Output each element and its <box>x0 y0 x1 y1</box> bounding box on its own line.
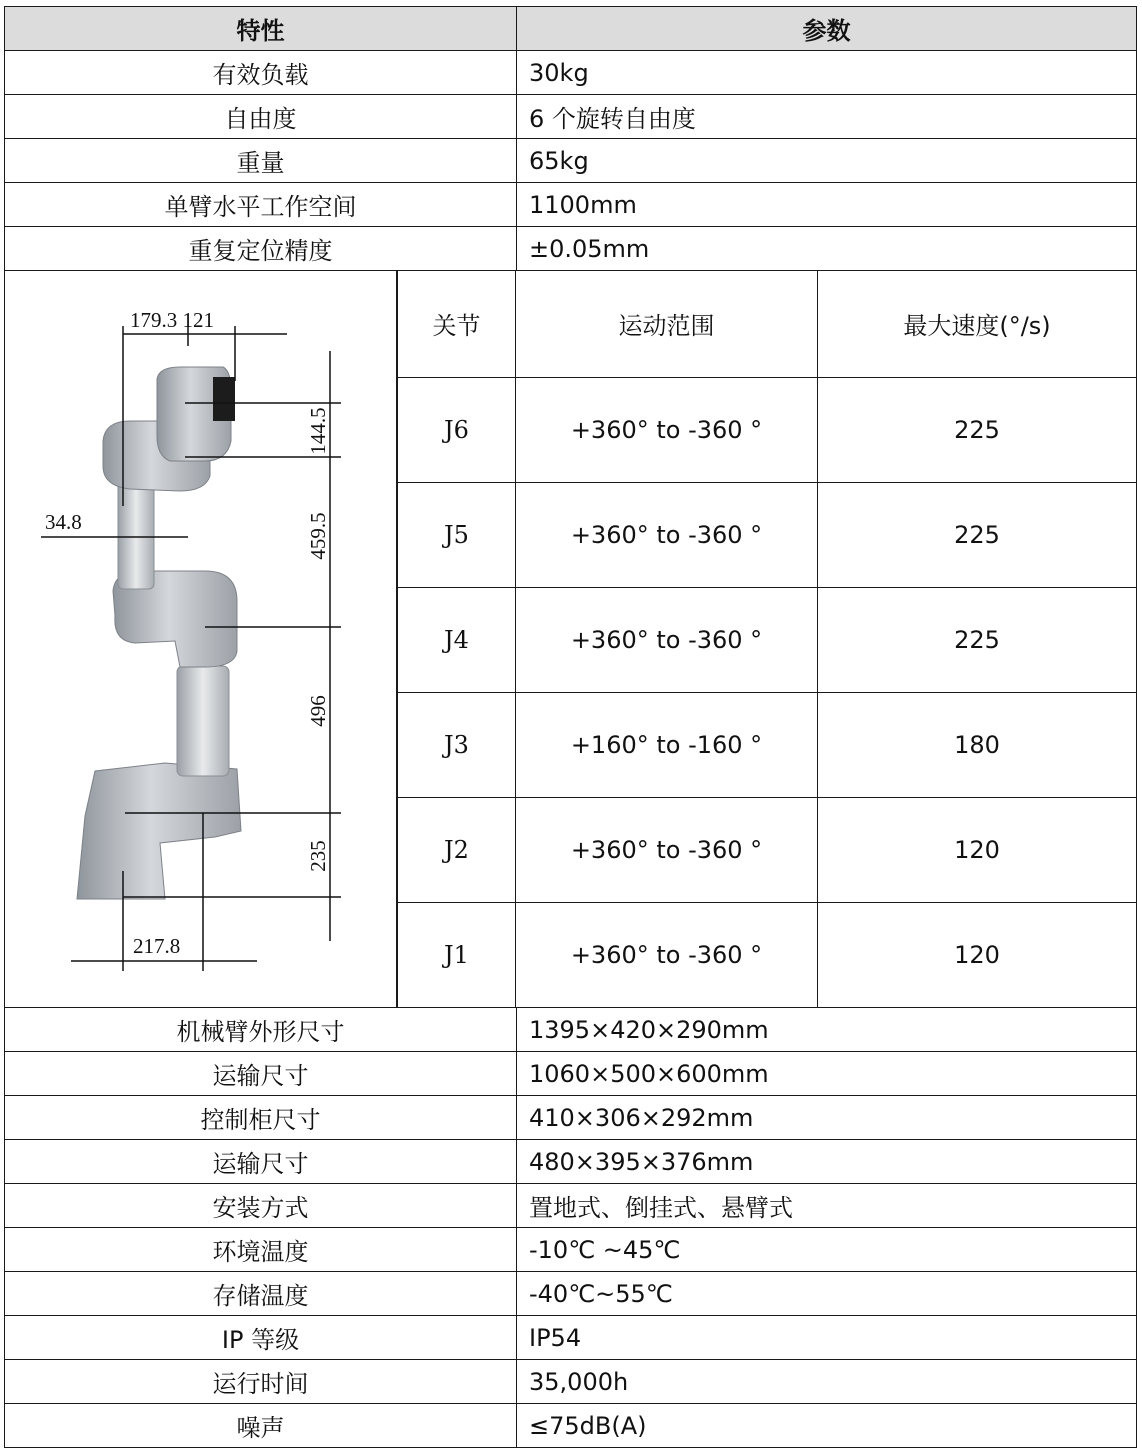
range-header: 运动范围 <box>516 271 818 377</box>
joint-row <box>398 692 1137 797</box>
spec-value: 480×395×376mm <box>517 1140 1137 1184</box>
joint-name: J1 <box>398 902 516 1007</box>
spec-label: 噪声 <box>5 1404 517 1448</box>
spec-row <box>5 1184 1137 1228</box>
speed-header: 最大速度(°/s) <box>818 271 1137 377</box>
spec-value: 6 个旋转自由度 <box>517 95 1137 139</box>
joint-range: +360° to -360 ° <box>516 902 818 1007</box>
joint-row <box>398 587 1137 692</box>
joint-table-cell <box>397 271 1137 1008</box>
spec-row <box>5 1052 1137 1096</box>
joint-range: +360° to -360 ° <box>516 797 818 902</box>
joint-row <box>398 797 1137 902</box>
joint-speed: 120 <box>818 902 1137 1007</box>
spec-row <box>5 183 1137 227</box>
joint-speed: 225 <box>818 587 1137 692</box>
spec-value: ≤75dB(A) <box>517 1404 1137 1448</box>
joint-speed: 180 <box>818 692 1137 797</box>
spec-label: 控制柜尺寸 <box>5 1096 517 1140</box>
spec-row <box>5 1272 1137 1316</box>
joint-name: J2 <box>398 797 516 902</box>
spec-value: IP54 <box>517 1316 1137 1360</box>
joint-row <box>398 377 1137 482</box>
robot-diagram-cell <box>5 271 397 1008</box>
header-row <box>5 7 1137 51</box>
spec-row <box>5 1096 1137 1140</box>
joint-range: +360° to -360 ° <box>516 482 818 587</box>
spec-label: 机械臂外形尺寸 <box>5 1008 517 1052</box>
joint-name: J4 <box>398 587 516 692</box>
dim-v1-label: 144.5 <box>306 407 330 455</box>
joint-name: J3 <box>398 692 516 797</box>
joint-range: +360° to -360 ° <box>516 587 818 692</box>
spec-row <box>5 1008 1137 1052</box>
spec-table <box>4 6 1137 1448</box>
spec-row <box>5 1316 1137 1360</box>
joint-section <box>5 271 1137 1008</box>
spec-label: 环境温度 <box>5 1228 517 1272</box>
spec-row <box>5 139 1137 183</box>
joint-row <box>398 482 1137 587</box>
header-parameter: 参数 <box>517 7 1137 51</box>
dim-wrist-label: 34.8 <box>45 510 82 534</box>
spec-label: 运输尺寸 <box>5 1052 517 1096</box>
joint-speed: 225 <box>818 377 1137 482</box>
joint-speed: 225 <box>818 482 1137 587</box>
joint-speed: 120 <box>818 797 1137 902</box>
joint-range: +160° to -160 ° <box>516 692 818 797</box>
spec-value: 置地式、倒挂式、悬臂式 <box>517 1184 1137 1228</box>
robot-arm-body <box>77 367 241 899</box>
spec-label: 安装方式 <box>5 1184 517 1228</box>
spec-label: 运输尺寸 <box>5 1140 517 1184</box>
spec-value: 1100mm <box>517 183 1137 227</box>
spec-row <box>5 1404 1137 1448</box>
spec-value: 1060×500×600mm <box>517 1052 1137 1096</box>
spec-row <box>5 1140 1137 1184</box>
spec-label: 自由度 <box>5 95 517 139</box>
spec-row <box>5 1360 1137 1404</box>
spec-row <box>5 1228 1137 1272</box>
spec-value: 1395×420×290mm <box>517 1008 1137 1052</box>
header-feature: 特性 <box>5 7 517 51</box>
spec-row <box>5 227 1137 271</box>
joint-row <box>398 902 1137 1007</box>
spec-row <box>5 95 1137 139</box>
spec-value: 35,000h <box>517 1360 1137 1404</box>
spec-label: IP 等级 <box>5 1316 517 1360</box>
spec-value: 30kg <box>517 51 1137 95</box>
spec-label: 单臂水平工作空间 <box>5 183 517 227</box>
spec-value: 65kg <box>517 139 1137 183</box>
spec-value: ±0.05mm <box>517 227 1137 271</box>
dim-v2-label: 459.5 <box>306 512 330 560</box>
joint-range: +360° to -360 ° <box>516 377 818 482</box>
spec-label: 存储温度 <box>5 1272 517 1316</box>
robot-arm-diagram <box>5 271 395 1001</box>
spec-value: -40℃~55℃ <box>517 1272 1137 1316</box>
spec-label: 运行时间 <box>5 1360 517 1404</box>
dim-v3-label: 496 <box>306 695 330 727</box>
spec-label: 重量 <box>5 139 517 183</box>
spec-row <box>5 51 1137 95</box>
spec-label: 有效负载 <box>5 51 517 95</box>
spec-value: 410×306×292mm <box>517 1096 1137 1140</box>
spec-label: 重复定位精度 <box>5 227 517 271</box>
joint-header: 关节 <box>398 271 516 377</box>
joint-header-row <box>398 271 1137 377</box>
joint-name: J5 <box>398 482 516 587</box>
dim-base-label: 217.8 <box>133 934 181 958</box>
dim-v4-label: 235 <box>306 840 330 872</box>
joint-table <box>397 271 1136 1007</box>
spec-value: -10℃ ~45℃ <box>517 1228 1137 1272</box>
joint-name: J6 <box>398 377 516 482</box>
dim-top-label: 179.3 121 <box>130 308 214 332</box>
